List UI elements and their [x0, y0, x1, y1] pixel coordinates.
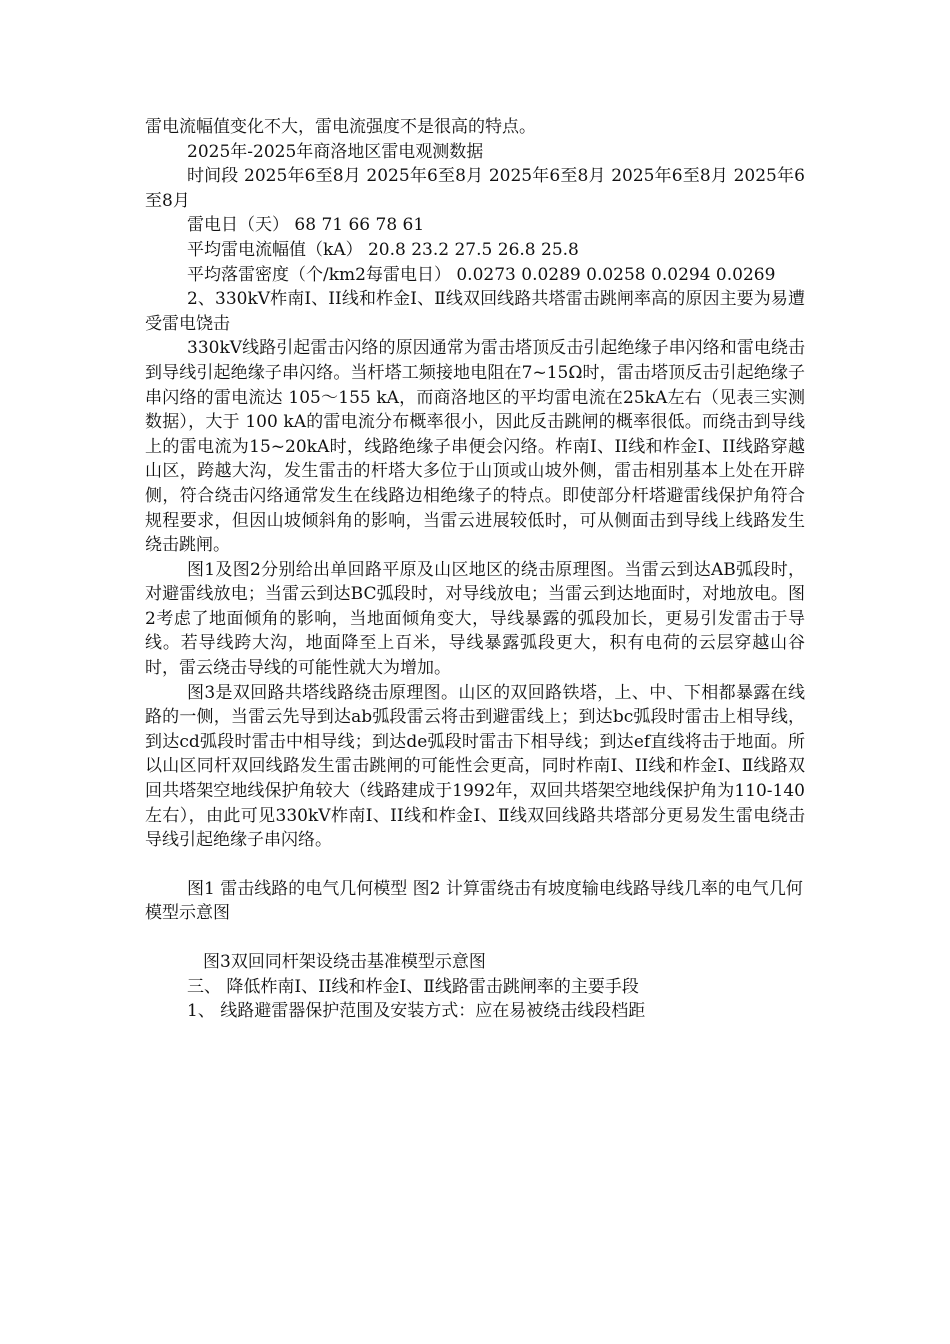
document-body — [145, 115, 805, 1024]
figure-caption-3: 图3双回同杆架设绕击基准模型示意图 — [203, 952, 486, 972]
paragraph-figure-1-2: 图1及图2分别给出单回路平原及山区地区的绕击原理图。当雷云到达AB弧段时，对避雷线放电；当雷云到达BC弧段时，对导线放电；当雷云到达地面时，对地放电。图2考虑了地面倾角的影响，当地面倾角变大，导线暴露的弧段加长，更易引发雷击于导线。若导线跨大沟，地面降至上百米，导线暴露弧段更大，积有电荷的云层穿越山谷时，雷云绕击导线的可能性就大为增加。 — [145, 559, 805, 679]
spacer — [145, 853, 805, 877]
section-3-heading: 三、 降低柞南I、II线和柞金I、Ⅱ线路雷击跳闸率的主要手段 — [187, 976, 639, 997]
table-row-avg-density: 平均落雷密度（个/km2每雷电日） 0.0273 0.0289 0.0258 0.0294 0.0269 — [187, 264, 776, 285]
paragraph-cause: 330kV线路引起雷击闪络的原因通常为雷击塔顶反击引起绝缘子串闪络和雷电绕击到导线引起绝缘子串闪络。当杆塔工频接地电阻在7~15Ω时，雷击塔顶反击引起绝缘子串闪络的雷电流达 105～155 kA，而商洛地区的平均雷电流在25kA左右（见表三实测数据），大于 100 kA的雷电流分布概率很小，因此反击跳闸的概率很低。而绕击到导线上的雷电流为15~20kA时，线路绝缘子串便会闪络。柞南I、II线和柞金I、II线路穿越山区，跨越大沟，发生雷击的杆塔大多位于山顶或山坡外侧，雷击相别基本上处在开辟侧，符合绕击闪络通常发生在线路边相绝缘子的特点。即使部分杆塔避雷线保护角符合规程要求，但因山坡倾斜角的影响，当雷云进展较低时，可从侧面击到导线上线路发生绕击跳闸。 — [145, 338, 805, 556]
table-row-avg-current: 平均雷电流幅值（kA） 20.8 23.2 27.5 26.8 25.8 — [187, 239, 579, 260]
paragraph-figure-3: 图3是双回路共塔线路绕击原理图。山区的双回路铁塔，上、中、下相都暴露在线路的一侧，当雷云先导到达ab弧段雷云将击到避雷线上；到达bc弧段时雷击上相导线，到达cd弧段时雷击中相导线；到达de弧段时雷击下相导线；到达ef直线将击于地面。所以山区同杆双回线路发生雷击跳闸的可能性会更高，同时柞南I、II线和柞金I、Ⅱ线路双回共塔架空地线保护角较大（线路建成于1992年，双回共塔架空地线保护角为110-140左右），由此可见330kV柞南I、II线和柞金I、Ⅱ线双回线路共塔部分更易发生雷电绕击导线引起绝缘子串闪络。 — [145, 682, 805, 851]
table-row-thunder-days: 雷电日（天） 68 71 66 78 61 — [187, 215, 425, 236]
spacer — [145, 926, 805, 950]
paragraph-intro: 雷电流幅值变化不大，雷电流强度不是很高的特点。 — [145, 117, 536, 137]
figure-caption-1-2: 图1 雷击线路的电气几何模型 图2 计算雷绕击有坡度输电线路导线几率的电气几何模型示意图 — [145, 878, 803, 924]
section-2-heading: 2、330kV柞南I、II线和柞金I、Ⅱ线双回线路共塔雷击跳闸率高的原因主要为易遭受雷电饶击 — [145, 289, 805, 334]
table-row-period: 时间段 2025年6至8月 2025年6至8月 2025年6至8月 2025年6至8月 2025年6至8月 — [145, 166, 805, 211]
paragraph-item-1: 1、 线路避雷器保护范围及安装方式：应在易被绕击线段档距 — [187, 1001, 646, 1022]
table-title: 2025年-2025年商洛地区雷电观测数据 — [187, 141, 484, 162]
